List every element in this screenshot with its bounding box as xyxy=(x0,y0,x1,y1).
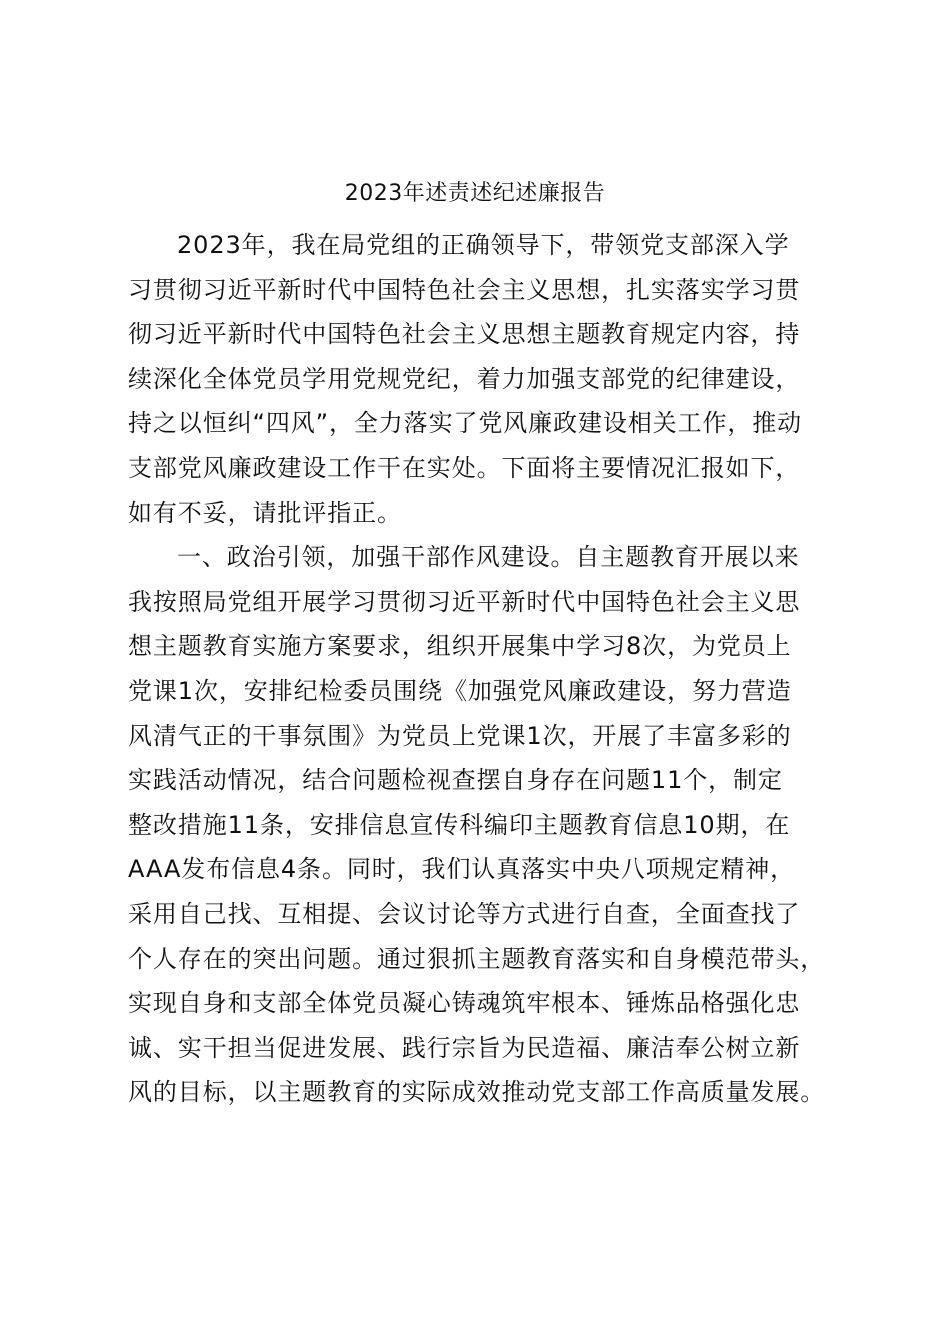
document-body xyxy=(128,223,838,1115)
paragraph-section-one xyxy=(128,535,838,1115)
paragraph-line: 我按照局党组开展学习贯彻习近平新时代中国特色社会主义思 xyxy=(128,587,801,616)
paragraph-line: 续深化全体党员学用党规党纪，着力加强支部党的纪律建设， xyxy=(128,364,801,393)
paragraph-line: 如有不妥，请批评指正。 xyxy=(128,498,402,527)
paragraph-line: 想主题教育实施方案要求，组织开展集中学习8次，为党员上 xyxy=(128,632,792,661)
paragraph-line: 风清气正的干事氛围》为党员上党课1次，开展了丰富多彩的 xyxy=(128,721,792,750)
paragraph-line: 2023年，我在局党组的正确领导下，带领党支部深入学 xyxy=(177,231,790,259)
paragraph-line: 实现自身和支部全体党员凝心铸魂筑牢根本、锤炼品格强化忠 xyxy=(128,989,801,1018)
paragraph-line: 支部党风廉政建设工作干在实处。下面将主要情况汇报如下， xyxy=(128,453,801,482)
paragraph-line: 彻习近平新时代中国特色社会主义思想主题教育规定内容，持 xyxy=(128,320,801,349)
paragraph-line: 诚、实干担当促进发展、践行宗旨为民造福、廉洁奉公树立新 xyxy=(128,1033,801,1062)
paragraph-line: 采用自己找、互相提、会议讨论等方式进行自查，全面查找了 xyxy=(128,899,801,928)
paragraph-intro xyxy=(128,223,838,535)
paragraph-line: 整改措施11条，安排信息宣传科编印主题教育信息10期，在 xyxy=(128,810,791,839)
paragraph-line: 个人存在的突出问题。通过狠抓主题教育落实和自身模范带头， xyxy=(128,944,826,973)
paragraph-line: AAA发布信息4条。同时，我们认真落实中央八项规定精神， xyxy=(128,855,796,884)
paragraph-line: 一、政治引领，加强干部作风建设。自主题教育开展以来 xyxy=(177,543,800,572)
paragraph-line: 实践活动情况，结合问题检视查摆自身存在问题11个，制定 xyxy=(128,766,783,795)
paragraph-line: 持之以恒纠“四风”，全力落实了党风廉政建设相关工作，推动 xyxy=(128,409,803,438)
paragraph-line: 党课1次，安排纪检委员围绕《加强党风廉政建设，努力营造 xyxy=(128,676,792,705)
document-title: 2023年述责述纪述廉报告 xyxy=(344,181,606,206)
paragraph-line: 习贯彻习近平新时代中国特色社会主义思想，扎实落实学习贯 xyxy=(128,275,801,304)
paragraph-line: 风的目标，以主题教育的实际成效推动党支部工作高质量发展。 xyxy=(128,1078,826,1107)
